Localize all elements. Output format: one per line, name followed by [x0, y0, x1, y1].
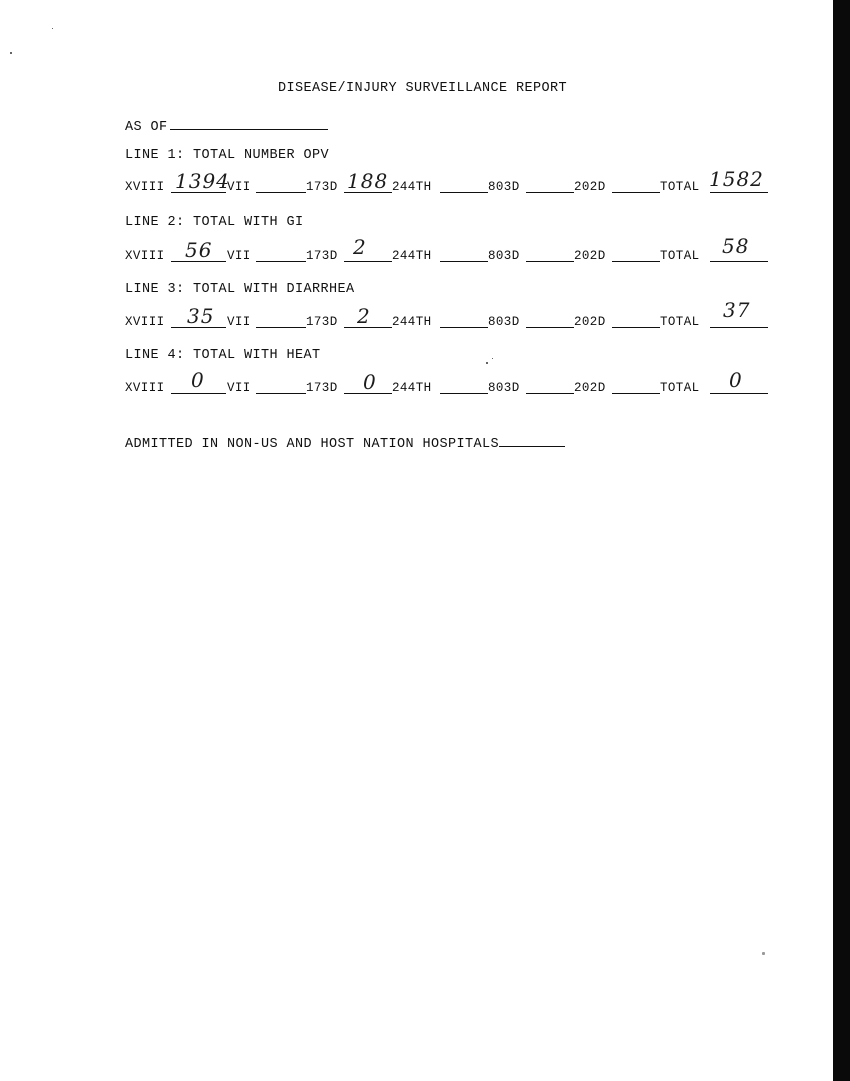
unit-label-803d: 803D	[488, 180, 520, 194]
line-2-label: LINE 2: TOTAL WITH GI	[125, 215, 304, 230]
hospitals-label: ADMITTED IN NON-US AND HOST NATION HOSPITALS	[125, 437, 500, 452]
blank-244th[interactable]	[440, 192, 488, 193]
unit-label-244th: 244TH	[392, 381, 432, 395]
unit-label-173d: 173D	[306, 249, 338, 263]
hospitals-blank[interactable]	[499, 432, 565, 447]
blank-vii[interactable]	[256, 192, 306, 193]
blank-total[interactable]	[710, 393, 768, 394]
unit-label-202d: 202D	[574, 381, 606, 395]
unit-label-244th: 244TH	[392, 315, 432, 329]
unit-label-xviii: XVIII	[125, 315, 165, 329]
unit-label-173d: 173D	[306, 180, 338, 194]
blank-xviii[interactable]	[171, 393, 226, 394]
line-3-entry-row	[125, 298, 770, 332]
unit-label-202d: 202D	[574, 180, 606, 194]
blank-244th[interactable]	[440, 327, 488, 328]
scan-speck	[10, 52, 12, 54]
unit-label-173d: 173D	[306, 381, 338, 395]
unit-label-803d: 803D	[488, 315, 520, 329]
blank-vii[interactable]	[256, 327, 306, 328]
value-xviii: 1394	[175, 169, 230, 193]
unit-label-803d: 803D	[488, 381, 520, 395]
line-4-label: LINE 4: TOTAL WITH HEAT	[125, 348, 321, 363]
line-1-label: LINE 1: TOTAL NUMBER OPV	[125, 148, 330, 163]
value-total: 58	[722, 234, 750, 258]
hospitals-field	[125, 432, 565, 452]
line-3-label: LINE 3: TOTAL WITH DIARRHEA	[125, 282, 355, 297]
as-of-label: AS OF	[125, 120, 168, 135]
unit-label-total: TOTAL	[660, 315, 700, 329]
unit-label-202d: 202D	[574, 249, 606, 263]
unit-label-total: TOTAL	[660, 180, 700, 194]
blank-vii[interactable]	[256, 261, 306, 262]
as-of-field	[125, 115, 328, 135]
blank-173d[interactable]	[344, 261, 392, 262]
value-total: 1582	[709, 167, 764, 191]
unit-label-vii: VII	[227, 180, 251, 194]
value-173d: 2	[357, 304, 371, 328]
blank-244th[interactable]	[440, 261, 488, 262]
unit-label-xviii: XVIII	[125, 249, 165, 263]
blank-803d[interactable]	[526, 327, 574, 328]
unit-label-vii: VII	[227, 315, 251, 329]
unit-label-xviii: XVIII	[125, 180, 165, 194]
blank-244th[interactable]	[440, 393, 488, 394]
blank-total[interactable]	[710, 192, 768, 193]
blank-803d[interactable]	[526, 261, 574, 262]
value-total: 37	[723, 298, 751, 322]
blank-total[interactable]	[710, 327, 768, 328]
unit-label-total: TOTAL	[660, 381, 700, 395]
value-total: 0	[729, 368, 743, 392]
unit-label-202d: 202D	[574, 315, 606, 329]
unit-label-173d: 173D	[306, 315, 338, 329]
blank-202d[interactable]	[612, 261, 660, 262]
blank-total[interactable]	[710, 261, 768, 262]
value-xviii: 56	[185, 238, 213, 262]
blank-803d[interactable]	[526, 192, 574, 193]
blank-803d[interactable]	[526, 393, 574, 394]
unit-label-vii: VII	[227, 249, 251, 263]
value-xviii: 0	[191, 368, 205, 392]
scan-speck	[486, 362, 488, 364]
scan-speck	[52, 28, 53, 29]
blank-202d[interactable]	[612, 192, 660, 193]
line-4-entry-row	[125, 368, 770, 398]
value-173d: 0	[363, 370, 377, 394]
scan-speck	[492, 358, 493, 359]
blank-vii[interactable]	[256, 393, 306, 394]
unit-label-244th: 244TH	[392, 249, 432, 263]
unit-label-803d: 803D	[488, 249, 520, 263]
blank-202d[interactable]	[612, 393, 660, 394]
value-xviii: 35	[187, 304, 215, 328]
value-173d: 2	[353, 235, 367, 259]
value-173d: 188	[347, 169, 389, 193]
unit-label-244th: 244TH	[392, 180, 432, 194]
line-2-entry-row	[125, 236, 770, 266]
line-1-entry-row	[125, 167, 770, 197]
unit-label-xviii: XVIII	[125, 381, 165, 395]
scan-edge-bar	[833, 0, 850, 1081]
blank-202d[interactable]	[612, 327, 660, 328]
report-title: DISEASE/INJURY SURVEILLANCE REPORT	[278, 81, 568, 96]
as-of-blank[interactable]	[170, 115, 328, 130]
unit-label-total: TOTAL	[660, 249, 700, 263]
unit-label-vii: VII	[227, 381, 251, 395]
scan-speck	[762, 952, 765, 955]
